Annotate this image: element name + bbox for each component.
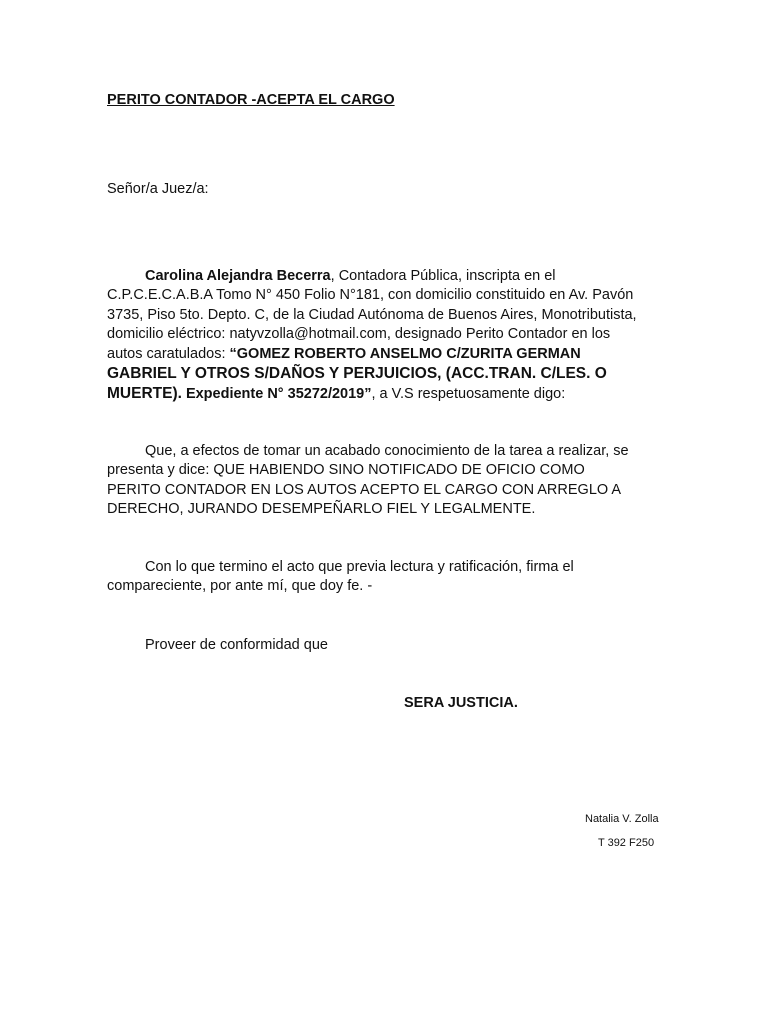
salutation: Señor/a Juez/a:	[107, 181, 209, 197]
paragraph-line: presenta y dice: QUE HABIENDO SINO NOTIFICADO DE OFICIO COMO	[107, 462, 585, 479]
document-title: PERITO CONTADOR -ACEPTA EL CARGO	[107, 92, 395, 108]
paragraph-acceptance	[107, 442, 667, 520]
paragraph-line: DERECHO, JURANDO DESEMPEÑARLO FIEL Y LEGALMENTE.	[107, 501, 536, 518]
case-title-part: MUERTE).	[107, 385, 182, 403]
signature-registration: T 392 F250	[598, 837, 655, 849]
case-file-number: Expediente N° 35272/2019”	[181, 386, 372, 403]
paragraph-line	[107, 345, 667, 364]
closing-formula: SERA JUSTICIA.	[404, 695, 518, 711]
paragraph-line: Con lo que termino el acto que previa lectura y ratificación, firma el	[145, 559, 574, 575]
paragraph-line: Proveer de conformidad que	[145, 637, 328, 653]
text-fragment: , Contadora Pública, inscripta en el	[330, 268, 556, 284]
expert-name: Carolina Alejandra Becerra	[145, 268, 331, 284]
text-fragment: autos caratulados:	[107, 345, 230, 362]
case-title-part: “GOMEZ ROBERTO ANSELMO C/ZURITA GERMAN	[229, 345, 581, 362]
paragraph-line: compareciente, por ante mí, que doy fe. -	[107, 578, 373, 595]
paragraph-line: C.P.C.E.C.A.B.A Tomo N° 450 Folio N°181, con domicilio constituido en Av. Pavón	[107, 287, 634, 304]
paragraph-line: PERITO CONTADOR EN LOS AUTOS ACEPTO EL CARGO CON ARREGLO A	[107, 481, 622, 498]
signature-name: Natalia V. Zolla	[585, 813, 659, 825]
case-title-part: GABRIEL Y OTROS S/DAÑOS Y PERJUICIOS, (ACC.TRAN. C/LES. O	[107, 365, 607, 383]
paragraph-line	[107, 384, 667, 404]
paragraph-line: Que, a efectos de tomar un acabado conocimiento de la tarea a realizar, se	[145, 443, 629, 459]
paragraph-ratification	[107, 558, 667, 597]
paragraph-line: domicilio eléctrico: natyvzolla@hotmail.com, designado Perito Contador en los	[107, 326, 611, 343]
paragraph-line	[107, 364, 667, 384]
paragraph-designation	[107, 267, 667, 405]
text-fragment: , a V.S respetuosamente digo:	[371, 386, 566, 403]
paragraph-line: 3735, Piso 5to. Depto. C, de la Ciudad Autónoma de Buenos Aires, Monotributista,	[107, 306, 637, 323]
paragraph-line	[107, 267, 667, 286]
paragraph-provide	[107, 636, 667, 655]
